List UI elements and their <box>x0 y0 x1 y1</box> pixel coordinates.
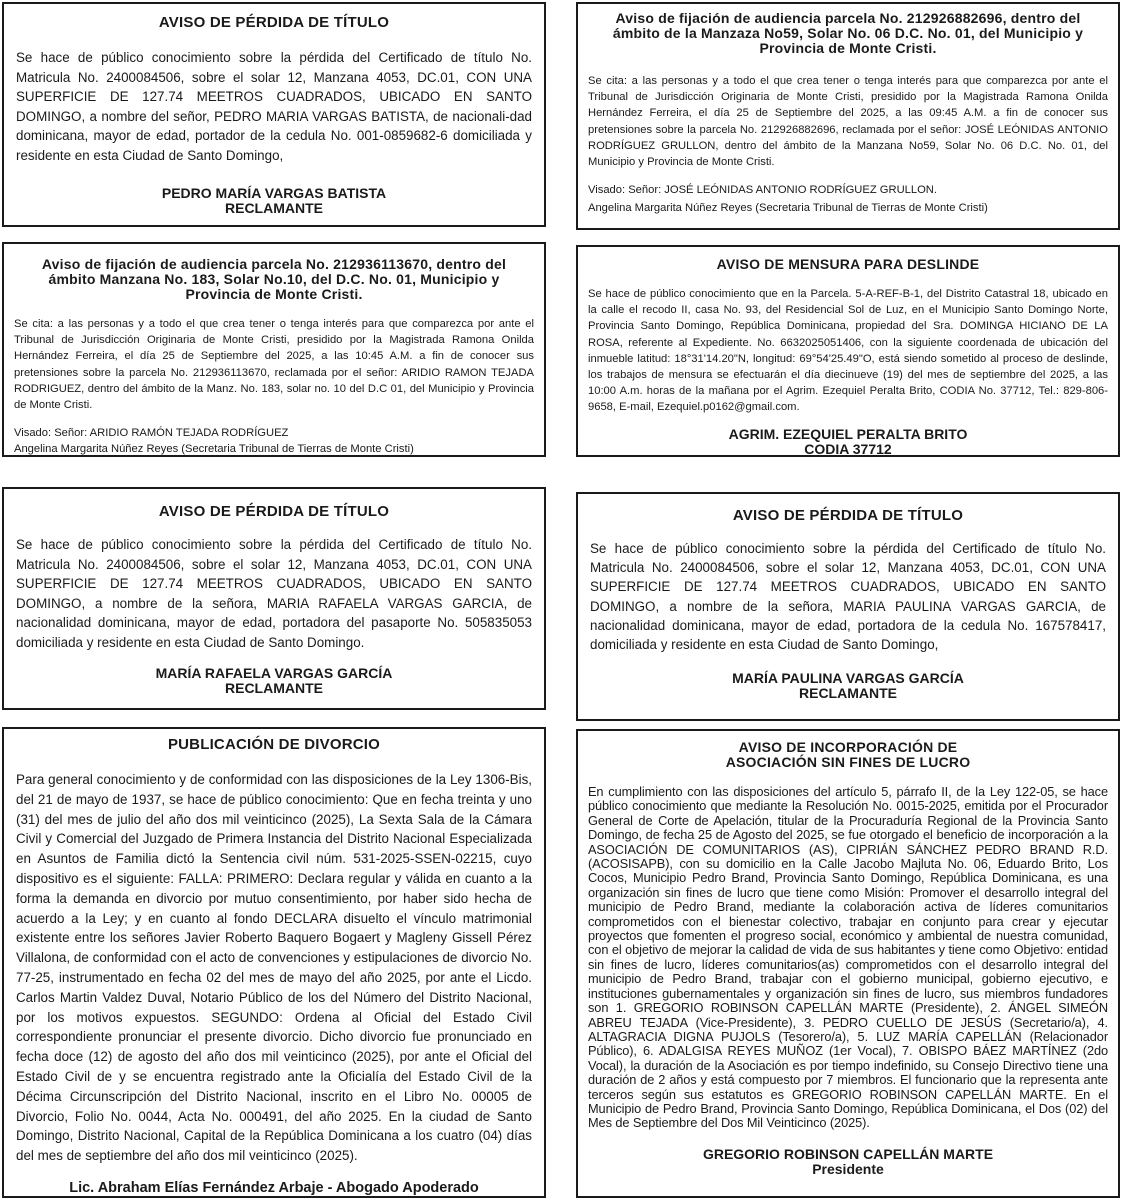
secretaria-line: Angelina Margarita Núñez Reyes (Secretaria Tribunal de Tierras de Monte Cristi) <box>14 443 414 456</box>
notice-title: Aviso de fijación de audiencia parcela No. 212936113670, dentro del ámbito Manzana No. 183, Solar No.10, del D.C. No. 01, Municipio y Provincia de Monte Cristi. <box>41 256 507 302</box>
signature-role: CODIA 37712 <box>804 440 892 457</box>
notice-title-line-1: AVISO DE INCORPORACIÓN DE <box>738 739 958 755</box>
notice-body: Se hace de público conocimiento sobre la pérdida del Certificado de título No. Matricula No. 2400084506, sobre el solar 12, Manzana 4053, DC.01, CON UNA SUPERFICIE DE 127.74 MEETROS CUADRADOS, UBICADO EN SANTO DOMINGO, a nombre de la señora, MARIA PAULINA VARGAS GARCIA, de nacionalidad dominicana, mayor de edad, portadora de la cedula No. 167578417, domiciliada y residente en esta Ciudad de Santo Domingo, <box>590 541 1106 653</box>
notice-audiencia-parcela-212926882696 <box>576 2 1120 230</box>
notice-body: Para general conocimiento y de conformidad con las disposiciones de la Ley 1306-Bis, del 21 de mayo de 1937, se hace de público conocimiento: Que en fecha treinta y uno (31) del mes de julio del año dos mil veinticinco (2025), La Sexta Sala de la Cámara Civil y Comercial del Juzgado de Primera Instancia del Distrito Nacional Especializada en Asuntos de Familia dictó la Sentencia civil núm. 531-2025-SSEN-02215, cuyo dispositivo es el siguiente: FALLA: PRIMERO: Declara regular y válida en cuanto a la forma la demanda en divorcio por mutuo consentimiento, por haber sido hecha de acuerdo a la Ley; y en cuanto al fondo DECLARA disuelto el vínculo matrimonial existente entre los señores Javier Roberto Baquero Bogaert y Magleny Gissell Pérez Villalona, de conformidad con el acto de convenciones y estipulaciones de divorcio No. 77-25, instrumentado en fecha 02 del mes de mayo del año 2025, por ante el Licdo. Carlos Martin Valdez Duval, Notario Público de los del Número del Distrito Nacional, por los motivos expuestos. SEGUNDO: Ordena al Oficial del Estado Civil correspondiente pronunciar el presente divorcio. Dicho divorcio fue pronunciado en fecha doce (12) de agosto del año dos mil veinticinco (2025), por ante el Oficial del Estado Civil de y se encuentra registrado ante la Oficialía del Estado Civil de la Décima Circunscripción del Distrito Nacional, inscrito en el Libro No. 00005 de Divorcio, Folio No. 0044, Acta No. 000491, del año 2025. En la ciudad de Santo Domingo, Distrito Nacional, Capital de la República Dominicana a los cuatro (04) días del mes de septiembre del año dos mil veinticinco (2025). <box>16 772 532 1164</box>
visado-line: Visado: Señor: ARIDIO RAMÓN TEJADA RODRÍGUEZ <box>14 427 289 440</box>
visado-line: Visado: Señor: JOSÉ LEÓNIDAS ANTONIO RODRÍGUEZ GRULLON. <box>588 184 937 197</box>
notice-mensura-deslinde <box>576 245 1120 457</box>
signature-name: PEDRO MARÍA VARGAS BATISTA <box>161 184 387 201</box>
signature-name: AGRIM. EZEQUIEL PERALTA BRITO <box>728 425 968 442</box>
notice-perdida-titulo-maria-rafaela <box>2 487 546 710</box>
notice-body: Se hace de público conocimiento sobre la pérdida del Certificado de título No. Matricula No. 2400084506, sobre el solar 12, Manzana 4053, DC.01, CON UNA SUPERFICIE DE 127.74 MEETROS CUADRADOS, UBICADO EN SANTO DOMINGO, a nombre de la señora, MARIA RAFAELA VARGAS GARCIA, de nacionalidad dominicana, mayor de edad, portadora del pasaporte No. 505835053 domiciliada y residente en esta Ciudad de Santo Domingo. <box>16 537 532 650</box>
secretaria-line: Angelina Margarita Núñez Reyes (Secretaria Tribunal de Tierras de Monte Cristi) <box>588 202 988 215</box>
signature-role: Presidente <box>812 1160 884 1177</box>
notice-perdida-titulo-pedro <box>2 2 546 227</box>
notice-body: Se cita: a las personas y a todo el que crea tener o tenga interés para que comparezca por ante el Tribunal de Jurisdicción Originaria de Monte Cristi, presidido por la Magistrada Ramona Onilda Hernández Ferreira, el día 25 de Septiembre del 2025, a las 09:45 A.M. a fin de conocer sus pretensiones sobre la parcela No. 212926882696, reclamada por el señor: JOSÉ LEÓNIDAS ANTONIO RODRÍGUEZ GRULLON, dentro del ámbito de la Manzana No59, Solar No. 06 D.C. No. 01, del Municipio y Provincia de Monte Cristi. <box>588 75 1108 169</box>
notice-body: Se cita: a las personas y a todo el que crea tener o tenga interés para que comparezca por ante el Tribunal de Jurisdicción Originaria de Monte Cristi, presidido por la Magistrada Ramona Onilda Hernández Ferreira, el día 25 de Septiembre del 2025, a las 10:45 A.M. a fin de conocer sus pretensiones sobre la parcela No. 212936113670, reclamada por el señor: ARIDIO RAMON TEJADA RODRIGUEZ, dentro del ámbito de la Manz. No. 183, solar no. 10 del D.C 01, del Municipio y Provincia de Monte Cristi. <box>14 318 534 412</box>
signature-name: MARÍA PAULINA VARGAS GARCÍA <box>732 670 964 687</box>
notice-body: Se hace de público conocimiento sobre la pérdida del Certificado de título No. Matricula No. 2400084506, sobre el solar 12, Manzana 4053, DC.01, CON UNA SUPERFICIE DE 127.74 MEETROS CUADRADOS, UBICADO EN SANTO DOMINGO, a nombre del señor, PEDRO MARIA VARGAS BATISTA, de nacionali-dad dominicana, mayor de edad, portador de la cedula No. 001-0859682-6 domiciliada y residente en esta Ciudad de Santo Domingo, <box>16 50 532 163</box>
notice-incorporacion-asociacion <box>576 729 1120 1198</box>
signature-role: RECLAMANTE <box>799 685 897 702</box>
signature-role: RECLAMANTE <box>225 199 323 216</box>
notice-body: En cumplimiento con las disposiciones del artículo 5, párrafo II, de la Ley 122-05, se hace público conocimiento que mediante la Resolución No. 0015-2025, emitida por el Procurador General de Corte de Apelación, titular de la Procuraduría Regional de la Provincia Santo Domingo, de fecha 25 de Agosto del 2025, se fue otorgado el beneficio de incorporación a la ASOCIACIÓN DE COMUNITARIOS (AS), CIPRIÁN SÁNCHEZ PEDRO BRAND R.D. (ACOSISAPB), con su domicilio en la Calle Jacobo Majluta No. 06, Eduardo Brito, Los Cocos, Municipio Pedro Brand, Provincia Santo Domingo, República Dominicana, es una organización sin fines de lucro que tiene como Misión: Promover el desarrollo integral del municipio de Pedro Brand, mediante la colaboración activa de líderes comunitarios comprometidos con el bienestar colectivo, trabajar en conjunto para crear y ejecutar proyectos que fomenten el progreso social, económico y ambiental de nuestra comunidad, con el objetivo de mejorar la calidad de vida de sus habitantes y tiene como Objetivo: entidad sin fines de lucro, líderes comunitarios(as) comprometidos con el desarrollo integral del municipio de Pedro Brand, trabajar con el gobierno municipal, gobierno ejecutivo, e instituciones gubernamentales y organización sin fines de lucro, sus miembros fundadores son 1. GREGORIO ROBINSON CAPELLÁN MARTE (Presidente), 2. ÁNGEL SIMEÓN ABREU TEJADA (Vice-Presidente), 3. PEDRO CUELLO DE JESÚS (Secretario/a), 4. ALTAGRACIA DIGNA PUJOLS (Tesorero/a), 5. LUZ MARÍA CAPELLÁN (Relacionador Público), 6. ADALGISA REYES MUÑOZ (1er Vocal), 7. OBISPO BÁEZ MARTÍNEZ (2do Vocal), la duración de la Asociación es por tiempo indefinido, su Consejo Directivo tiene una duración de 2 años y está compuesto por 7 miembros. El funcionario que la representa ante terceros según sus estatutos es GREGORIO ROBINSON CAPELLÁN MARTE. En el Municipio de Pedro Brand, Provincia Santo Domingo, República Dominicana, el Dos (02) del Mes de Septiembre del Dos Mil Veinticinco (2025). <box>588 784 1108 1131</box>
signature-name: GREGORIO ROBINSON CAPELLÁN MARTE <box>702 1145 994 1162</box>
notice-title-line-2: ASOCIACIÓN SIN FINES DE LUCRO <box>725 754 971 770</box>
notice-audiencia-parcela-212936113670 <box>2 242 546 457</box>
notice-title: AVISO DE MENSURA PARA DESLINDE <box>716 256 980 272</box>
notice-title: AVISO DE PÉRDIDA DE TÍTULO <box>158 503 390 520</box>
notice-body: Se hace de público conocimiento que en la Parcela. 5-A-REF-B-1, del Distrito Catastral 18, ubicado en la calle el recodo II, casa No. 93, del Residencial Sol de Luz, en el Municipio Santo Domingo Norte, Provincia Santo Domingo, República Dominicana, propiedad del Sra. DOMINGA HICIANO DE LA ROSA, referente al Expediente. No. 6632025051406, con la siguiente coordenada de ubicación del inmueble latitud: 18°31'14.20"N, longitud: 69°54'25.49"O, está siendo sometido al proceso de deslinde, los trabajos de mensura se efectuarán el día diecinueve (19) del mes de septiembre del 2025, a las 10:00 A.m. horas de la mañana por el Agrim. Ezequiel Peralta Brito, CODIA No. 37712, Tel.: 829-806-9658, E-mail, Ezequiel.p0162@gmail.com. <box>588 288 1108 414</box>
notice-title: Aviso de fijación de audiencia parcela No. 212926882696, dentro del ámbito de la Manzaza No59, Solar No. 06 D.C. No. 01, del Municipio y Provincia de Monte Cristi. <box>612 10 1084 56</box>
notice-perdida-titulo-maria-paulina <box>576 492 1120 721</box>
notice-publicacion-divorcio <box>2 727 546 1198</box>
signature-role: RECLAMANTE <box>225 679 323 696</box>
notice-title: AVISO DE PÉRDIDA DE TÍTULO <box>732 507 964 524</box>
signature-name: Lic. Abraham Elías Fernández Arbaje - Abogado Apoderado <box>69 1179 479 1196</box>
notice-title: AVISO DE PÉRDIDA DE TÍTULO <box>158 14 390 31</box>
notice-title: PUBLICACIÓN DE DIVORCIO <box>167 736 381 753</box>
signature-name: MARÍA RAFAELA VARGAS GARCÍA <box>155 664 393 681</box>
